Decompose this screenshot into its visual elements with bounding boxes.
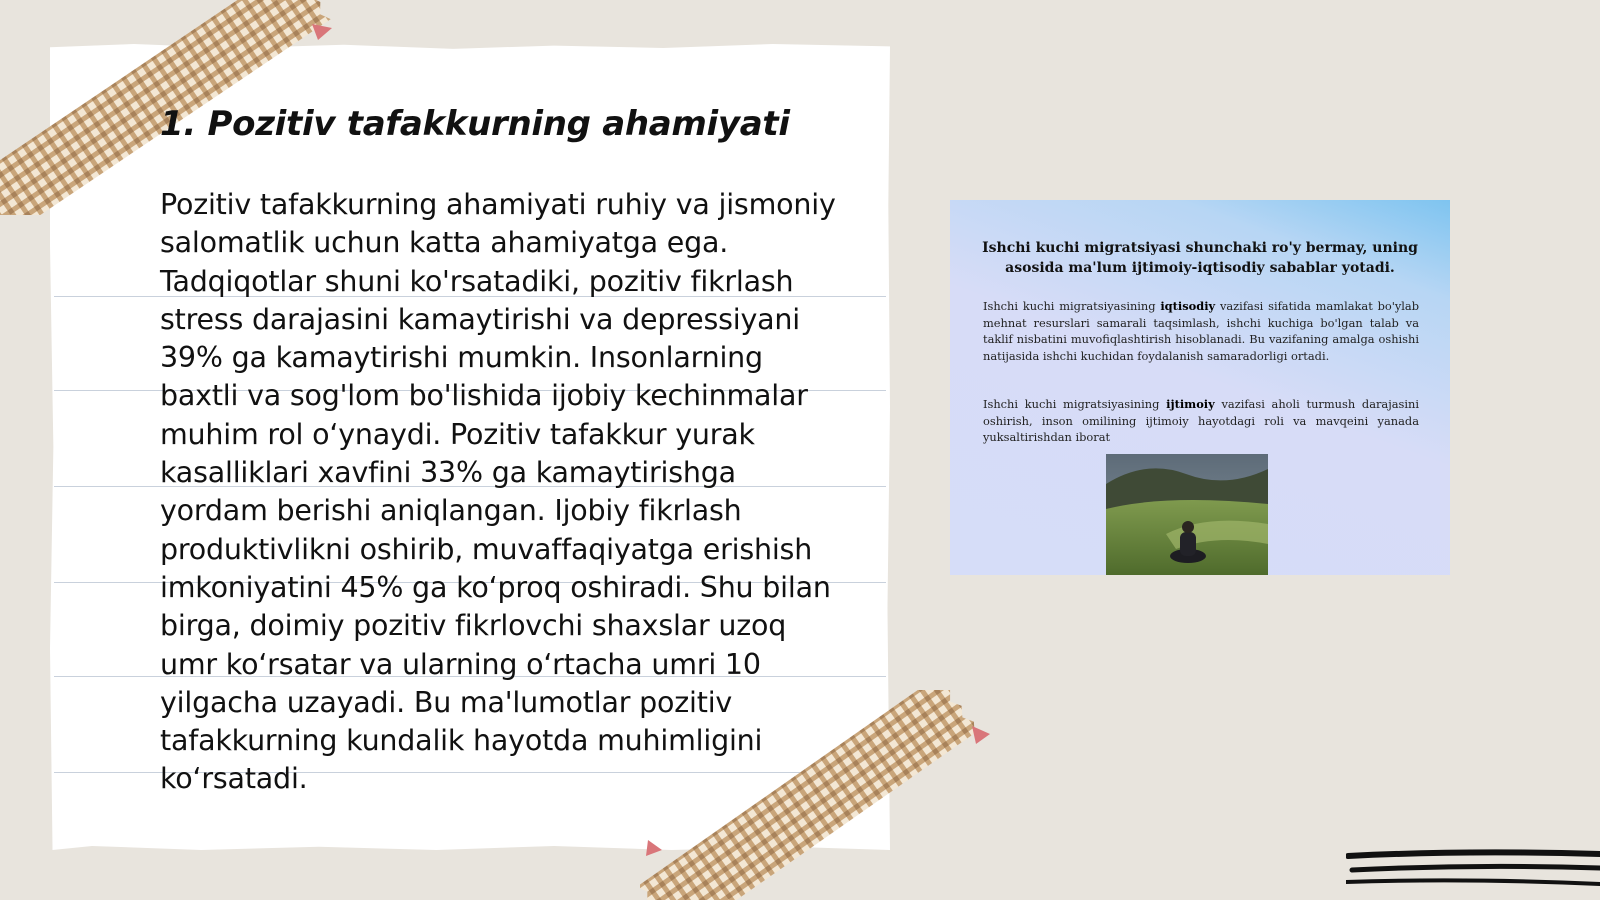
page-title: 1. Pozitiv tafakkurning ahamiyati [160,104,790,144]
brush-stroke-decoration [1346,846,1600,900]
tape-pin [312,24,332,40]
meditation-photo [1106,454,1268,575]
slide-text: Ishchi kuchi migratsiyasining [983,299,1161,313]
slide-paragraph-social [983,396,1419,446]
body-text: Pozitiv tafakkurning ahamiyati ruhiy va jismoniy salomatlik uchun katta ahamiyatga ega. Tadqiqotlar shuni ko'rsatadiki, pozitiv fikrlash stress darajasini kamaytirishi va depressiyani 39% ga kamaytirishi mumkin. Insonlarning baxtli va sog'lom bo'lishida ijobiy kechinmalar muhim rol o‘ynaydi. Pozitiv tafakkur yurak kasalliklari xavfini 33% ga kamaytirishga yordam berishi aniqlangan. Ijobiy fikrlash produktivlikni oshirib, muvaffaqiyatga erishish imkoniyatini 45% ga ko‘proq oshiradi. Shu bilan birga, doimiy pozitiv fikrlovchi shaxslar uzoq umr ko‘rsatar va ularning o‘rtacha umri 10 yilgacha uzayadi. Bu ma'lumotlar pozitiv tafakkurning kundalik hayotda muhimligini ko‘rsatadi. [160,188,836,796]
slide-keyword: ijtimoiy [1166,397,1215,411]
tape-pin [972,726,990,744]
slide-text: vazifasi sifatida mamlakat bo'ylab mehnat resurslari samarali taqsimlash, ishchi kuchiga bo'lgan talab va taklif nisbatini muvofiqlashtirish hisoblanadi. Bu vazifaning amalga oshishi natijasida ishchi kuchidan foydalanish samaradorligi ortadi. [983,299,1420,363]
tape-pin [646,840,662,856]
slide-paragraph-economic [983,298,1419,364]
slide-text: vazifasi aholi turmush darajasini oshirish, inson omilining ijtimoiy hayotdagi roli va mavqeini yanada yuksaltirishdan iborat [983,397,1420,444]
slide-keyword: iqtisodiy [1160,299,1216,313]
slide-title: Ishchi kuchi migratsiyasi shunchaki ro'y bermay, uning asosida ma'lum ijtimoiy-iqtisodiy sabablar yotadi. [982,240,1418,276]
slide-text: Ishchi kuchi migratsiyasining [983,397,1167,411]
embedded-slide [950,200,1450,575]
